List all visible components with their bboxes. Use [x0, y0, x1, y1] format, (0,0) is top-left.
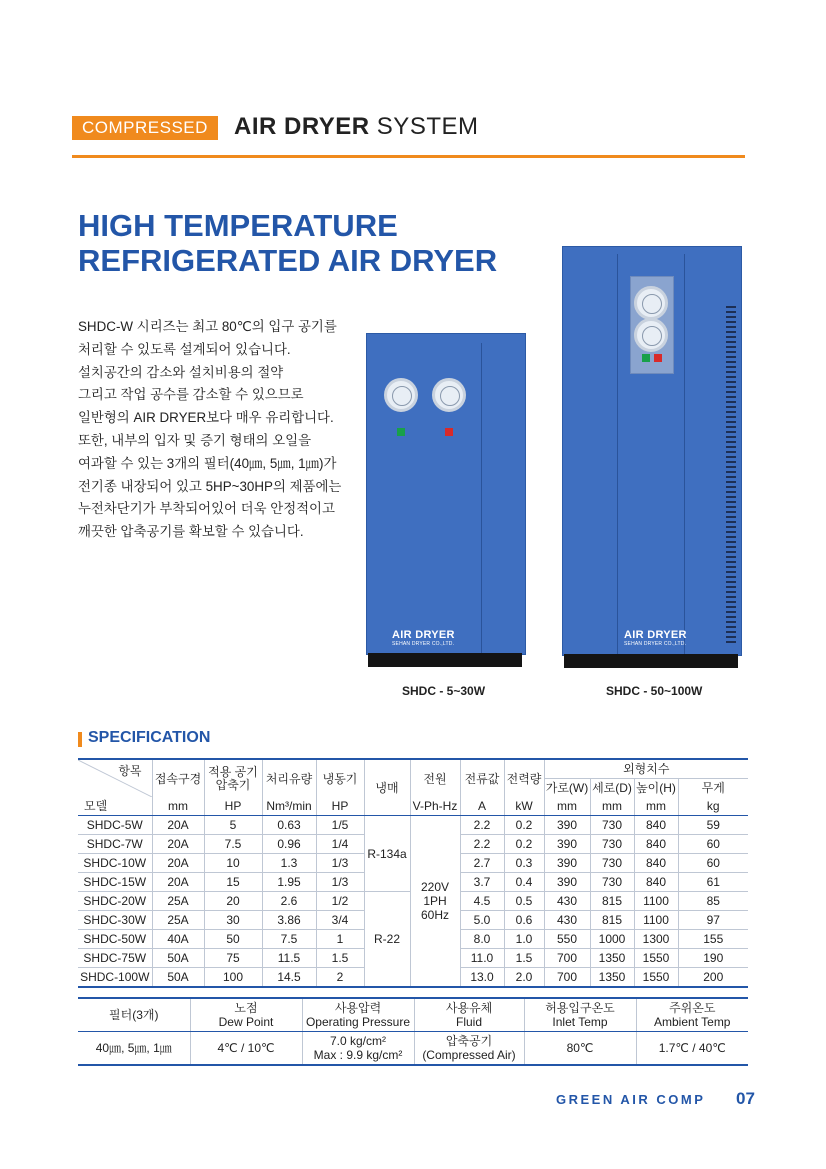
cell-model: SHDC-20W	[78, 892, 152, 911]
product-image-large	[562, 246, 744, 674]
unit-cell: mm	[544, 797, 590, 816]
power-line: 60Hz	[420, 908, 449, 922]
col-refrigerant: 냉매	[364, 759, 410, 816]
product-image-small	[366, 333, 526, 675]
cell-w: 390	[544, 835, 590, 854]
cell-conn: 50A	[152, 949, 204, 968]
cell-conn: 20A	[152, 873, 204, 892]
cell-kg: 60	[678, 854, 748, 873]
cell-amp: 13.0	[460, 968, 504, 988]
conditions-table	[78, 997, 748, 1066]
page-title	[78, 208, 497, 278]
cond-filter: 40㎛, 5㎛, 1㎛	[78, 1032, 190, 1066]
cond-fluid	[414, 1032, 524, 1066]
cell-d: 815	[590, 892, 634, 911]
cell-kw: 0.2	[504, 835, 544, 854]
cond-header-ko: 주위온도	[669, 1001, 716, 1015]
cell-flow: 11.5	[262, 949, 316, 968]
col-watt: 전력량	[504, 759, 544, 797]
col-power: 전원	[410, 759, 460, 797]
cell-kg: 61	[678, 873, 748, 892]
power-line: 220V	[420, 880, 450, 894]
dryer-maker-text: SEHAN DRYER CO.,LTD.	[392, 641, 455, 647]
unit-cell: kW	[504, 797, 544, 816]
description-line: 전기종 내장되어 있고 5HP~30HP의 제품에는	[78, 478, 342, 494]
page-title-line-1: HIGH TEMPERATURE	[78, 208, 398, 243]
header-title-bold: AIR DRYER	[234, 113, 370, 140]
cell-w: 430	[544, 892, 590, 911]
cond-fluid-line: 압축공기	[445, 1034, 493, 1048]
cell-w: 390	[544, 873, 590, 892]
cell-flow: 1.3	[262, 854, 316, 873]
cell-hp: 15	[204, 873, 262, 892]
description-line: 처리할 수 있도록 설계되어 있습니다.	[78, 341, 291, 357]
cell-d: 1350	[590, 949, 634, 968]
description-line: 또한, 내부의 입자 및 증기 형태의 오일을	[78, 432, 312, 448]
cond-pressure-line: 7.0 kg/cm²	[329, 1034, 386, 1048]
cond-header-ko: 허용입구온도	[545, 1001, 615, 1015]
cell-flow: 14.5	[262, 968, 316, 988]
cell-flow: 0.96	[262, 835, 316, 854]
door-seam	[617, 254, 618, 654]
cell-w: 700	[544, 968, 590, 988]
header-title-light: SYSTEM	[376, 113, 479, 140]
cond-header-ko: 노점	[234, 1001, 258, 1015]
cell-kw: 0.3	[504, 854, 544, 873]
alarm-lamp-icon	[445, 428, 453, 436]
unit-cell: A	[460, 797, 504, 816]
spec-title: SPECIFICATION	[88, 729, 211, 746]
cell-ref: 1/4	[316, 835, 364, 854]
dryer-maker-text: SEHAN DRYER CO.,LTD.	[624, 641, 687, 647]
power-switch-icon	[397, 428, 405, 436]
dryer-base	[368, 653, 522, 667]
spec-table	[78, 758, 748, 988]
cond-header-en: Dew Point	[218, 1015, 274, 1029]
cell-h: 1550	[634, 968, 678, 988]
dryer-base	[564, 654, 738, 668]
cell-flow: 3.86	[262, 911, 316, 930]
pressure-gauge-icon	[634, 286, 668, 320]
cell-model: SHDC-75W	[78, 949, 152, 968]
cond-header-en: Fluid	[455, 1015, 482, 1029]
cell-h: 1550	[634, 949, 678, 968]
cell-amp: 4.5	[460, 892, 504, 911]
cell-w: 430	[544, 911, 590, 930]
col-dimensions: 외형치수	[544, 759, 748, 779]
dryer-label-text: AIR DRYER	[392, 629, 455, 641]
cell-w: 390	[544, 854, 590, 873]
cell-h: 840	[634, 873, 678, 892]
dryer-label	[392, 629, 455, 647]
header-badge: COMPRESSED	[72, 116, 218, 140]
power-switch-icon	[642, 354, 650, 362]
corner-header	[78, 759, 152, 797]
cell-model: SHDC-100W	[78, 968, 152, 988]
cell-d: 730	[590, 873, 634, 892]
cell-flow: 7.5	[262, 930, 316, 949]
cell-amp: 2.7	[460, 854, 504, 873]
cell-kw: 0.2	[504, 816, 544, 835]
cell-model: SHDC-5W	[78, 816, 152, 835]
cell-amp: 5.0	[460, 911, 504, 930]
cond-header-ko: 사용압력	[334, 1001, 382, 1015]
cell-kg: 85	[678, 892, 748, 911]
unit-cell: mm	[634, 797, 678, 816]
cell-w: 390	[544, 816, 590, 835]
unit-cell: mm	[152, 797, 204, 816]
cell-kg: 97	[678, 911, 748, 930]
cell-kg: 155	[678, 930, 748, 949]
description-line: 설치공간의 감소와 설치비용의 절약	[78, 364, 284, 380]
cond-pressure	[302, 1032, 414, 1066]
cell-conn: 20A	[152, 854, 204, 873]
cell-ref: 3/4	[316, 911, 364, 930]
cell-w: 550	[544, 930, 590, 949]
cell-d: 1350	[590, 968, 634, 988]
cell-conn: 20A	[152, 835, 204, 854]
dryer-label	[624, 629, 687, 647]
cell-model: SHDC-10W	[78, 854, 152, 873]
dryer-label-text: AIR DRYER	[624, 629, 687, 641]
cell-flow: 0.63	[262, 816, 316, 835]
cell-power	[410, 816, 460, 988]
header-rule	[72, 155, 745, 158]
cell-kw: 2.0	[504, 968, 544, 988]
cell-hp: 50	[204, 930, 262, 949]
cell-flow: 2.6	[262, 892, 316, 911]
unit-cell: kg	[678, 797, 748, 816]
description-line: 깨끗한 압축공기를 확보할 수 있습니다.	[78, 524, 304, 540]
table-row	[78, 816, 748, 835]
cell-d: 730	[590, 835, 634, 854]
description-line: 일반형의 AIR DRYER보다 매우 유리합니다.	[78, 410, 334, 426]
product-caption-large: SHDC - 50~100W	[606, 684, 703, 698]
col-current: 전류값	[460, 759, 504, 797]
cell-model: SHDC-30W	[78, 911, 152, 930]
cell-ref: 1/5	[316, 816, 364, 835]
unit-cell: HP	[204, 797, 262, 816]
cond-header-filter	[78, 998, 190, 1032]
cell-model: SHDC-7W	[78, 835, 152, 854]
col-height: 높이(H)	[634, 779, 678, 798]
cell-kg: 60	[678, 835, 748, 854]
cell-hp: 30	[204, 911, 262, 930]
cell-kg: 190	[678, 949, 748, 968]
cond-header-pressure	[302, 998, 414, 1032]
cell-kw: 1.5	[504, 949, 544, 968]
description-line: 그리고 작업 공수를 감소할 수 있으므로	[78, 387, 304, 403]
cell-refrigerant: R-134a	[364, 816, 410, 892]
cell-h: 840	[634, 816, 678, 835]
cell-kw: 0.5	[504, 892, 544, 911]
cell-hp: 5	[204, 816, 262, 835]
cond-header-ko: 사용유체	[445, 1001, 493, 1015]
cell-h: 1100	[634, 911, 678, 930]
header-title	[234, 113, 478, 141]
cond-header-en: Operating Pressure	[305, 1015, 411, 1029]
cell-ref: 1/2	[316, 892, 364, 911]
description	[78, 316, 368, 544]
cond-ambient: 1.7℃ / 40℃	[636, 1032, 748, 1066]
cell-h: 840	[634, 835, 678, 854]
cell-d: 1000	[590, 930, 634, 949]
col-depth: 세로(D)	[590, 779, 634, 798]
cell-conn: 50A	[152, 968, 204, 988]
cell-w: 700	[544, 949, 590, 968]
cell-conn: 40A	[152, 930, 204, 949]
cond-fluid-line: (Compressed Air)	[422, 1048, 516, 1062]
cell-h: 1100	[634, 892, 678, 911]
door-seam	[481, 343, 482, 653]
cell-hp: 7.5	[204, 835, 262, 854]
alarm-lamp-icon	[654, 354, 662, 362]
cell-h: 840	[634, 854, 678, 873]
pressure-gauge-icon	[384, 378, 418, 412]
cell-amp: 3.7	[460, 873, 504, 892]
cell-model: SHDC-50W	[78, 930, 152, 949]
col-weight: 무게	[678, 779, 748, 798]
cond-pressure-line: Max : 9.9 kg/cm²	[313, 1048, 403, 1062]
pressure-gauge-icon	[634, 318, 668, 352]
side-vent-icon	[726, 306, 736, 646]
cond-header-inlet	[524, 998, 636, 1032]
col-connection: 접속구경	[152, 759, 204, 797]
page-title-line-2: REFRIGERATED AIR DRYER	[78, 243, 498, 278]
cell-model: SHDC-15W	[78, 873, 152, 892]
cond-header-en: Ambient Temp	[654, 1015, 731, 1029]
cell-ref: 2	[316, 968, 364, 988]
description-line: 여과할 수 있는 3개의 필터(40㎛, 5㎛, 1㎛)가	[78, 455, 337, 471]
cell-refrigerant: R-22	[364, 892, 410, 988]
cell-hp: 75	[204, 949, 262, 968]
description-line: 누전차단기가 부착되어있어 더욱 안정적이고	[78, 501, 335, 517]
unit-cell: mm	[590, 797, 634, 816]
cell-hp: 20	[204, 892, 262, 911]
description-line: SHDC-W 시리즈는 최고 80℃의 입구 공기를	[78, 319, 337, 334]
cell-ref: 1	[316, 930, 364, 949]
spec-body	[78, 816, 748, 988]
cell-amp: 2.2	[460, 835, 504, 854]
cell-kg: 59	[678, 816, 748, 835]
product-caption-small: SHDC - 5~30W	[402, 684, 486, 698]
cell-ref: 1/3	[316, 873, 364, 892]
cond-dewpoint: 4℃ / 10℃	[190, 1032, 302, 1066]
unit-cell: Nm³/min	[262, 797, 316, 816]
cell-kw: 0.6	[504, 911, 544, 930]
cond-header-ambient	[636, 998, 748, 1032]
cell-conn: 20A	[152, 816, 204, 835]
section-marker	[78, 732, 82, 747]
cell-hp: 100	[204, 968, 262, 988]
col-refrigerator: 냉동기	[316, 759, 364, 797]
cell-d: 730	[590, 816, 634, 835]
pressure-gauge-icon	[432, 378, 466, 412]
cell-conn: 25A	[152, 892, 204, 911]
corner-top-label: 항목	[118, 764, 142, 778]
cell-amp: 2.2	[460, 816, 504, 835]
cond-header-dewpoint	[190, 998, 302, 1032]
col-width: 가로(W)	[544, 779, 590, 798]
cell-conn: 25A	[152, 911, 204, 930]
cond-header-en: Inlet Temp	[552, 1015, 608, 1029]
cell-amp: 8.0	[460, 930, 504, 949]
cell-kw: 1.0	[504, 930, 544, 949]
col-compressor: 적용 공기압축기	[204, 759, 262, 797]
cell-d: 815	[590, 911, 634, 930]
unit-cell: V-Ph-Hz	[410, 797, 460, 816]
corner-bottom-label: 모델	[78, 797, 152, 816]
col-flow: 처리유량	[262, 759, 316, 797]
door-seam	[684, 254, 685, 654]
cond-inlet: 80℃	[524, 1032, 636, 1066]
cell-amp: 11.0	[460, 949, 504, 968]
page-number: 07	[736, 1089, 755, 1108]
cond-header-fluid	[414, 998, 524, 1032]
cell-h: 1300	[634, 930, 678, 949]
cell-d: 730	[590, 854, 634, 873]
unit-cell: HP	[316, 797, 364, 816]
cell-ref: 1.5	[316, 949, 364, 968]
footer-brand: GREEN AIR COMP	[556, 1092, 706, 1107]
cell-flow: 1.95	[262, 873, 316, 892]
cell-kg: 200	[678, 968, 748, 988]
power-line: 1PH	[423, 894, 447, 908]
cond-header-ko: 필터(3개)	[109, 1008, 159, 1022]
cell-ref: 1/3	[316, 854, 364, 873]
cell-hp: 10	[204, 854, 262, 873]
cell-kw: 0.4	[504, 873, 544, 892]
